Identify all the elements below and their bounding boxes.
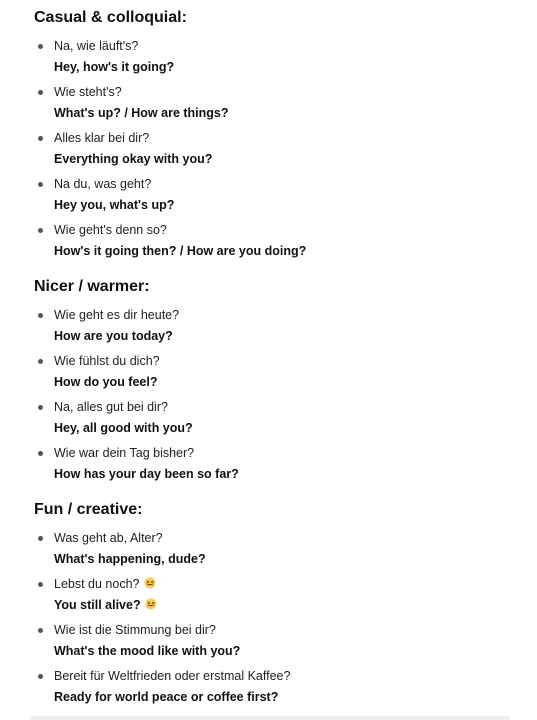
english-translation: How are you today? bbox=[54, 329, 173, 343]
bullet bbox=[38, 536, 43, 541]
german-phrase: Wie fühlst du dich? bbox=[54, 354, 160, 368]
english-translation-text: You still alive? bbox=[54, 598, 141, 612]
bullet bbox=[38, 359, 43, 364]
bullet bbox=[38, 582, 43, 587]
bullet bbox=[38, 451, 43, 456]
list-item bbox=[0, 444, 537, 488]
english-translation: Hey, how's it going? bbox=[54, 60, 175, 74]
grinning-squint-face-icon bbox=[144, 577, 156, 589]
german-phrase: Na, alles gut bei dir? bbox=[54, 400, 168, 414]
german-phrase: Wie geht's denn so? bbox=[54, 223, 167, 237]
bullet bbox=[38, 182, 43, 187]
bullet bbox=[38, 228, 43, 233]
english-translation: Everything okay with you? bbox=[54, 152, 213, 166]
bullet bbox=[38, 136, 43, 141]
german-phrase: Wie geht es dir heute? bbox=[54, 308, 180, 322]
english-translation: What's up? / How are things? bbox=[54, 106, 229, 120]
list-item bbox=[0, 83, 537, 127]
english-translation: Hey, all good with you? bbox=[54, 421, 193, 435]
section-title-nicer: Nicer / warmer: bbox=[34, 278, 150, 295]
list-item bbox=[0, 575, 537, 619]
list-item bbox=[0, 37, 537, 81]
list-item bbox=[0, 398, 537, 442]
english-translation: How do you feel? bbox=[54, 375, 158, 389]
list-item bbox=[0, 667, 537, 711]
section-title-casual: Casual & colloquial: bbox=[34, 9, 187, 26]
bullet bbox=[38, 44, 43, 49]
bullet bbox=[38, 313, 43, 318]
list-item bbox=[0, 306, 537, 350]
german-phrase: Was geht ab, Alter? bbox=[54, 531, 163, 545]
english-translation: Ready for world peace or coffee first? bbox=[54, 690, 279, 704]
german-phrase: Wie war dein Tag bisher? bbox=[54, 446, 195, 460]
english-translation: What's the mood like with you? bbox=[54, 644, 241, 658]
bullet bbox=[38, 90, 43, 95]
bullet bbox=[38, 628, 43, 633]
english-translation: Hey you, what's up? bbox=[54, 198, 175, 212]
input-bar-edge bbox=[30, 716, 510, 720]
list-item bbox=[0, 129, 537, 173]
english-translation bbox=[54, 596, 157, 614]
list-item bbox=[0, 352, 537, 396]
list-item bbox=[0, 621, 537, 665]
german-phrase: Wie steht's? bbox=[54, 85, 122, 99]
german-phrase: Bereit für Weltfrieden oder erstmal Kaffee? bbox=[54, 669, 291, 683]
german-phrase: Na, wie läuft's? bbox=[54, 39, 139, 53]
english-translation: What's happening, dude? bbox=[54, 552, 206, 566]
list-item bbox=[0, 175, 537, 219]
german-phrase: Alles klar bei dir? bbox=[54, 131, 150, 145]
section-title-fun: Fun / creative: bbox=[34, 501, 143, 518]
german-phrase: Wie ist die Stimmung bei dir? bbox=[54, 623, 216, 637]
english-translation: How has your day been so far? bbox=[54, 467, 239, 481]
german-phrase-text: Lebst du noch? bbox=[54, 577, 140, 591]
grinning-squint-face-icon bbox=[145, 598, 157, 610]
english-translation: How's it going then? / How are you doing? bbox=[54, 244, 307, 258]
german-phrase: Na du, was geht? bbox=[54, 177, 152, 191]
list-item bbox=[0, 221, 537, 265]
list-item bbox=[0, 529, 537, 573]
bullet bbox=[38, 405, 43, 410]
bullet bbox=[38, 674, 43, 679]
german-phrase bbox=[54, 575, 156, 593]
